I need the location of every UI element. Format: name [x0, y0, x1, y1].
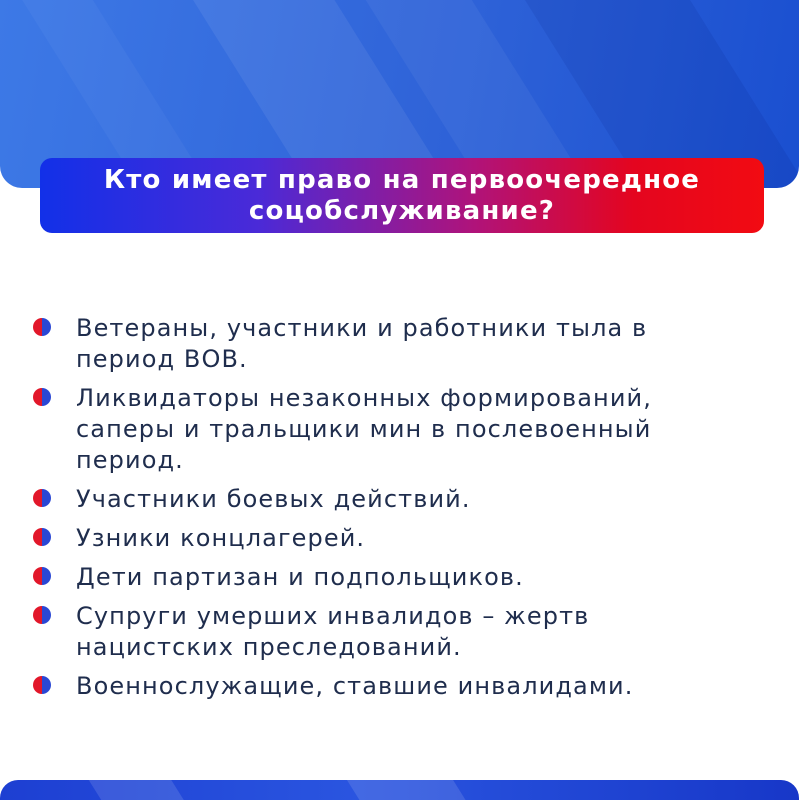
list-item [33, 562, 753, 593]
list-item-text: Ликвидаторы незаконных формирований, [76, 384, 652, 412]
bar-stripe [334, 780, 516, 800]
bullet-icon [33, 528, 51, 546]
list-item-text: Участники боевых действий. [76, 485, 471, 513]
list-item [33, 601, 753, 663]
list-item [33, 484, 753, 515]
list-item-text: Дети партизан и подпольщиков. [76, 563, 524, 591]
list-item-text: Узники концлагерей. [76, 524, 366, 552]
list-item-text: нацистских преследований. [76, 633, 462, 661]
list-item-text: Ветераны, участники и работники тыла в [76, 314, 648, 342]
page-title [104, 165, 700, 227]
list-item [33, 313, 753, 375]
heading-pill [40, 158, 764, 233]
bullet-icon [33, 388, 51, 406]
list-item [33, 523, 753, 554]
list-item [33, 671, 753, 702]
bullet-icon [33, 318, 51, 336]
list-item [33, 383, 753, 476]
list-item-text: период ВОВ. [76, 345, 248, 373]
list-item-text: Супруги умерших инвалидов – жертв [76, 602, 590, 630]
list-item-text: Военнослужащие, ставшие инвалидами. [76, 672, 634, 700]
bullet-icon [33, 567, 51, 585]
bullet-icon [33, 606, 51, 624]
list-item-text: саперы и тральщики мин в послевоенный [76, 415, 652, 443]
eligibility-list [33, 313, 753, 710]
title-line: соцобслуживание? [248, 195, 556, 226]
bar-stripe [72, 780, 237, 800]
list-item-text: период. [76, 446, 184, 474]
bullet-icon [33, 676, 51, 694]
title-line: Кто имеет право на первоочередное [103, 164, 701, 195]
bottom-bar [0, 780, 799, 800]
bullet-icon [33, 489, 51, 507]
